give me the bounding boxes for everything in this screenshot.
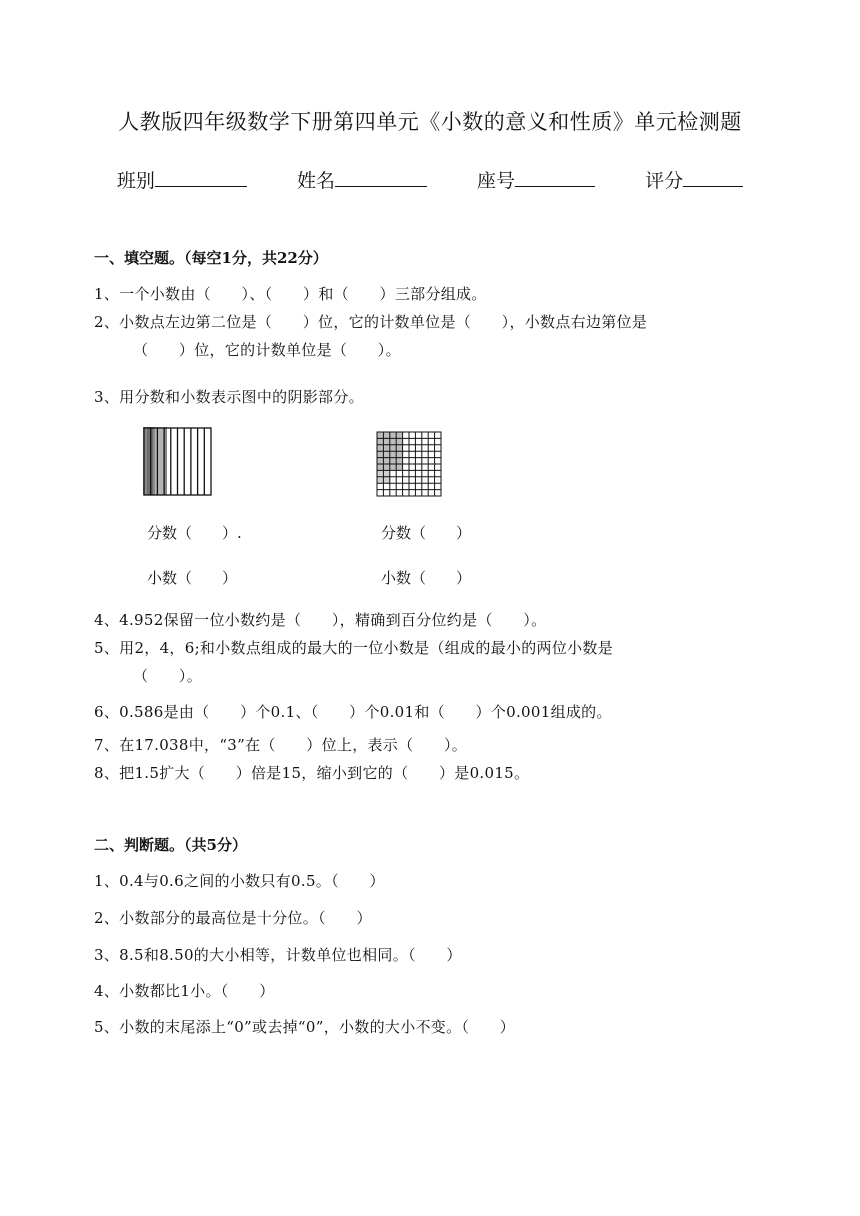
class-label: 班别: [116, 170, 155, 192]
s2-question-3: 3、8.5和8.50的大小相等，计数单位也相同。（ ）: [94, 946, 462, 964]
s1-question-2-line1: 2、小数点左边第二位是（ ）位，它的计数单位是（ ），小数点右边第位是: [94, 313, 648, 331]
s1-question-5-line1: 5、用2，4，6;和小数点组成的最大的一位小数是（组成的最小的两位小数是: [94, 639, 614, 657]
name-field[interactable]: [297, 170, 427, 192]
s1-question-4: 4、4.952保留一位小数约是（ ），精确到百分位约是（ ）。: [94, 611, 547, 629]
seat-blank[interactable]: [515, 185, 595, 187]
class-field[interactable]: [117, 170, 247, 192]
s2-question-1: 1、0.4与0.6之间的小数只有0.5。（ ）: [94, 872, 385, 890]
grid-figure: [376, 431, 444, 499]
section1-heading: 一、填空题。（每空1分，共22分）: [94, 249, 328, 267]
s1-question-6: 6、0.586是由（ ）个0.1、（ ）个0.01和（ ）个0.001组成的。: [94, 703, 612, 721]
page-title: 人教版四年级数学下册第四单元《小数的意义和性质》单元检测题: [118, 110, 742, 134]
fig2-fraction-answer: 分数（ ）: [381, 524, 472, 542]
s1-question-3: 3、用分数和小数表示图中的阴影部分。: [94, 388, 364, 406]
strip-shaded-dark: [147, 427, 153, 495]
score-label: 评分: [645, 170, 684, 192]
s2-question-4: 4、小数都比1小。（ ）: [94, 982, 275, 1000]
score-blank[interactable]: [683, 185, 743, 187]
s1-question-7: 7、在17.038中，“3”在（ ）位上，表示（ ）。: [94, 736, 468, 754]
score-field[interactable]: [645, 170, 743, 192]
fig2-decimal-answer: 小数（ ）: [381, 569, 472, 587]
s1-question-8: 8、把1.5扩大（ ）倍是15，缩小到它的（ ）是0.015。: [94, 764, 530, 782]
class-blank[interactable]: [155, 185, 247, 187]
section2-heading: 二、判断题。（共5分）: [94, 836, 247, 854]
s1-question-2-line2: （ ）位，它的计数单位是（ ）。: [133, 341, 401, 359]
s2-question-5: 5、小数的末尾添上“0”或去掉“0”，小数的大小不变。（ ）: [94, 1018, 516, 1036]
student-info-row: [0, 166, 860, 193]
seat-label: 座号: [477, 170, 516, 192]
s1-question-5-line2: （ ）。: [133, 667, 203, 685]
s2-question-2: 2、小数部分的最高位是十分位。（ ）: [94, 909, 372, 927]
s1-question-1: 1、一个小数由（ ）、（ ）和（ ）三部分组成。: [94, 285, 487, 303]
seat-field[interactable]: [477, 170, 595, 192]
fig1-decimal-answer: 小数（ ）: [147, 569, 238, 587]
strip-shaded-light: [155, 427, 164, 495]
fig1-fraction-answer: 分数（ ）.: [147, 524, 242, 542]
strip-figure: [143, 427, 215, 499]
name-label: 姓名: [296, 170, 335, 192]
name-blank[interactable]: [335, 185, 427, 187]
